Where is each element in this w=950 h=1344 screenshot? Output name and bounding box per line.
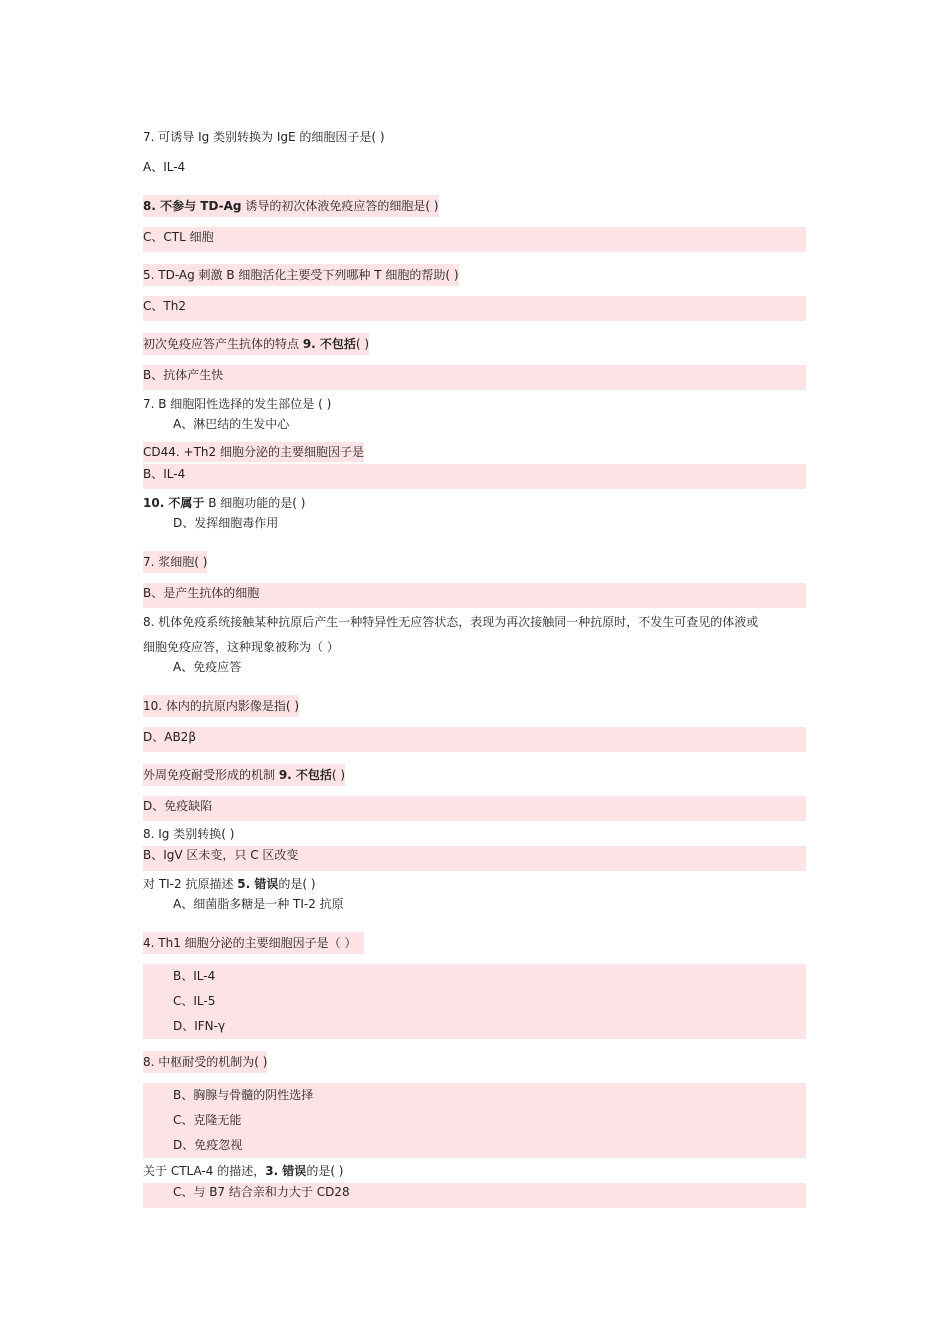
question-text-bold: 5. 错误 (237, 877, 279, 891)
question-text-bold: 3. 错误 (265, 1164, 307, 1178)
question-text (143, 764, 345, 786)
question-text (143, 1160, 344, 1182)
answer-option: B、IL-4 (173, 969, 216, 983)
answer-text: C、Th2 (143, 296, 806, 321)
question-text: 5. TD-Ag 刺激 B 细胞活化主要受下列哪种 T 细胞的帮助( ) (143, 264, 459, 286)
question-text-pre: 初次免疫应答产生抗体的特点 (143, 337, 303, 351)
question-text-post: 的是( ) (278, 877, 316, 891)
answer-option: D、免疫忽视 (173, 1138, 243, 1152)
question-text-bold: 9. 不包括 (302, 337, 356, 351)
answer-text: D、AB2β (143, 727, 806, 752)
answer-text: A、IL-4 (143, 160, 186, 174)
question-text (143, 492, 305, 514)
question-text-pre: 外周免疫耐受形成的机制 (143, 768, 279, 782)
question-text (143, 333, 369, 355)
answer-text: B、是产生抗体的细胞 (143, 583, 806, 608)
question-text: 7. 可诱导 Ig 类别转换为 IgE 的细胞因子是( ) (143, 130, 385, 144)
question-text: 8. Ig 类别转换( ) (143, 827, 235, 841)
question-text-bold: 10. 不属于 (143, 496, 205, 510)
question-text (143, 195, 439, 217)
answer-text: A、细菌脂多糖是一种 TI-2 抗原 (173, 897, 344, 911)
question-text: 7. 浆细胞( ) (143, 551, 207, 573)
answer-option: D、IFN-γ (173, 1019, 226, 1033)
answer-text: A、淋巴结的生发中心 (173, 417, 290, 431)
question-text-pre: 关于 CTLA-4 的描述， (143, 1164, 266, 1178)
answer-text: D、发挥细胞毒作用 (173, 516, 279, 530)
answer-text: B、抗体产生快 (143, 365, 806, 390)
answer-option: C、克隆无能 (173, 1113, 242, 1127)
question-text-continued: 细胞免疫应答，这种现象被称为（ ） (143, 640, 339, 654)
question-text (143, 873, 316, 895)
answer-option: C、IL-5 (173, 994, 216, 1008)
question-text-post: B 细胞功能的是( ) (204, 496, 306, 510)
question-text-post: ( ) (331, 768, 346, 782)
question-text: 10. 体内的抗原内影像是指( ) (143, 695, 299, 717)
question-text: 4. Th1 细胞分泌的主要细胞因子是（ ） (143, 932, 364, 954)
answer-text: B、IL-4 (143, 464, 806, 489)
question-text-post: 的是( ) (306, 1164, 344, 1178)
question-text: CD44. +Th2 细胞分泌的主要细胞因子是 (143, 442, 364, 462)
answer-option: B、胸腺与骨髓的阴性选择 (173, 1088, 314, 1102)
question-text: 8. 中枢耐受的机制为( ) (143, 1051, 267, 1073)
answer-options (143, 964, 806, 1039)
question-text-bold: 9. 不包括 (278, 768, 332, 782)
answer-text: B、IgV 区未变，只 C 区改变 (143, 846, 806, 871)
question-text-post: ( ) (355, 337, 370, 351)
question-text: 8. 机体免疫系统接触某种抗原后产生一种特异性无应答状态，表现为再次接触同一种抗原时，不发生可查见的体液或 (143, 615, 759, 629)
answer-text: C、CTL 细胞 (143, 227, 806, 252)
answer-text: D、免疫缺陷 (143, 796, 806, 821)
answer-text: C、与 B7 结合亲和力大于 CD28 (143, 1183, 806, 1208)
question-text-pre: 对 TI-2 抗原描述 (143, 877, 238, 891)
answer-text: A、免疫应答 (173, 660, 242, 674)
answer-options (143, 1083, 806, 1158)
question-text: 7. B 细胞阳性选择的发生部位是 ( ) (143, 397, 332, 411)
question-text-rest: 诱导的初次体液免疫应答的细胞是( ) (241, 199, 439, 213)
question-text-bold: 8. 不参与 TD-Ag (143, 199, 242, 213)
